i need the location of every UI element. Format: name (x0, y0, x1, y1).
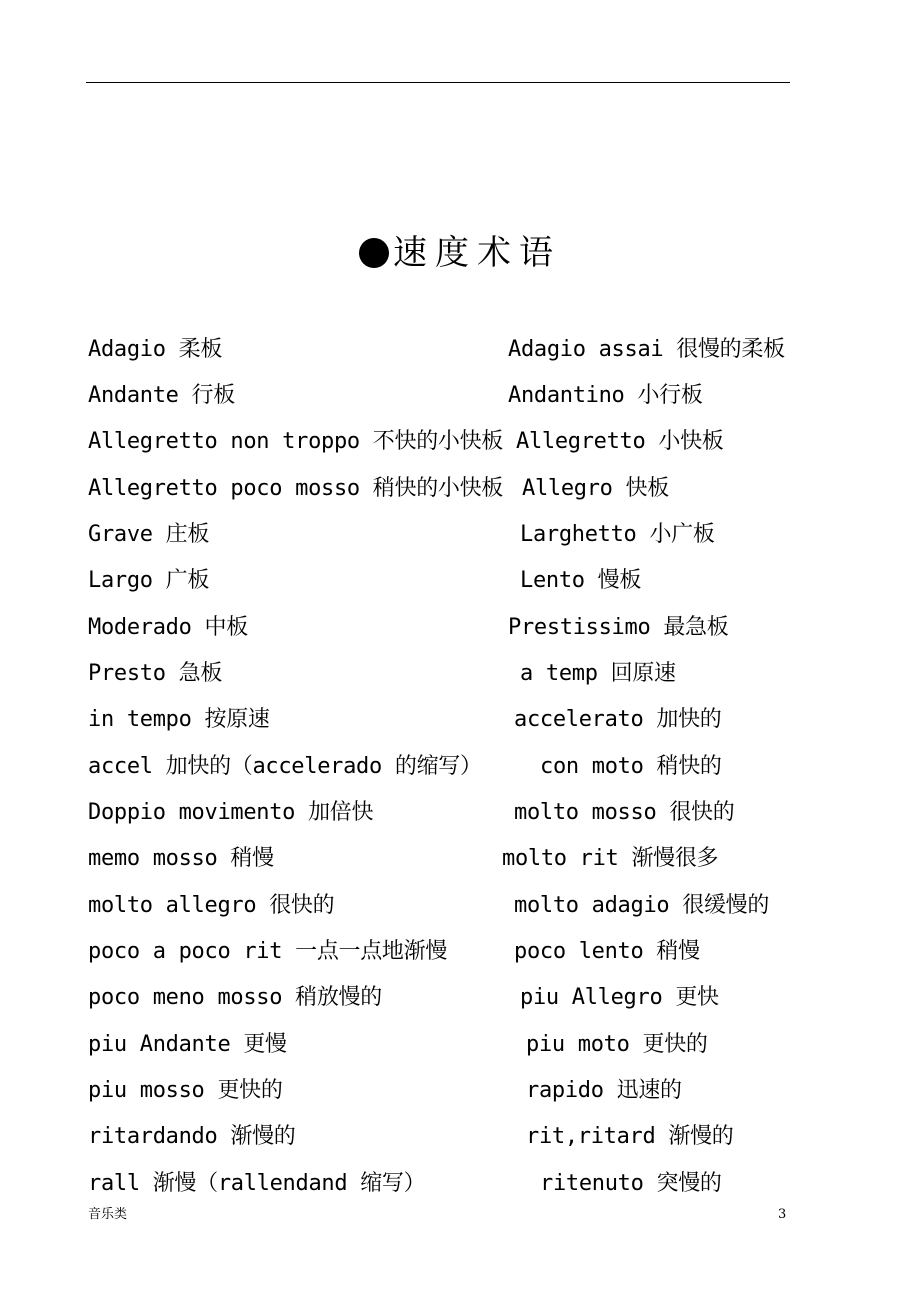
term-left: in tempo 按原速 (88, 707, 270, 732)
term-right: con moto 稍快的 (540, 754, 722, 779)
term-left: memo mosso 稍慢 (88, 846, 274, 871)
term-left: Grave 庄板 (88, 522, 210, 547)
term-right: Andantino 小行板 (508, 383, 703, 408)
term-left: molto allegro 很快的 (88, 893, 335, 918)
term-right: molto adagio 很缓慢的 (514, 893, 770, 918)
term-right: accelerato 加快的 (514, 707, 722, 732)
page-number: 3 (778, 1207, 787, 1222)
term-right: rapido 迅速的 (526, 1078, 682, 1103)
term-right: Allegretto 小快板 (516, 429, 724, 454)
term-right: a temp 回原速 (520, 661, 676, 686)
bullet-icon (359, 238, 389, 268)
term-right: Lento 慢板 (520, 568, 642, 593)
term-left: Andante 行板 (88, 383, 235, 408)
term-right: Prestissimo 最急板 (508, 615, 729, 640)
term-right: molto mosso 很快的 (514, 800, 735, 825)
footer-category: 音乐类 (88, 1207, 128, 1222)
term-left: Presto 急板 (88, 661, 223, 686)
term-left: Allegretto non troppo 不快的小快板 (88, 429, 503, 454)
term-left: Adagio 柔板 (88, 337, 223, 362)
heading-text: 速度术语 (393, 233, 561, 273)
term-left: Largo 广板 (88, 568, 210, 593)
term-right: ritenuto 突慢的 (540, 1171, 722, 1196)
term-left: piu mosso 更快的 (88, 1078, 283, 1103)
header-rule (86, 82, 790, 83)
term-right: piu Allegro 更快 (520, 985, 719, 1010)
term-right: Adagio assai 很慢的柔板 (508, 337, 785, 362)
term-left: ritardando 渐慢的 (88, 1124, 296, 1149)
term-left: Moderado 中板 (88, 615, 248, 640)
term-left: Doppio movimento 加倍快 (88, 800, 374, 825)
term-right: Larghetto 小广板 (520, 522, 715, 547)
section-heading (0, 226, 920, 280)
term-left: Allegretto poco mosso 稍快的小快板 (88, 476, 503, 501)
term-left: poco a poco rit 一点一点地渐慢 (88, 939, 448, 964)
term-right: piu moto 更快的 (526, 1032, 708, 1057)
term-right: poco lento 稍慢 (514, 939, 700, 964)
term-right: Allegro 快板 (522, 476, 669, 501)
term-left: poco meno mosso 稍放慢的 (88, 985, 382, 1010)
term-right: molto rit 渐慢很多 (502, 846, 719, 871)
term-left: accel 加快的（accelerado 的缩写） (88, 754, 482, 779)
term-left: rall 渐慢（rallendand 缩写） (88, 1171, 426, 1196)
term-left: piu Andante 更慢 (88, 1032, 287, 1057)
term-right: rit,ritard 渐慢的 (526, 1124, 734, 1149)
